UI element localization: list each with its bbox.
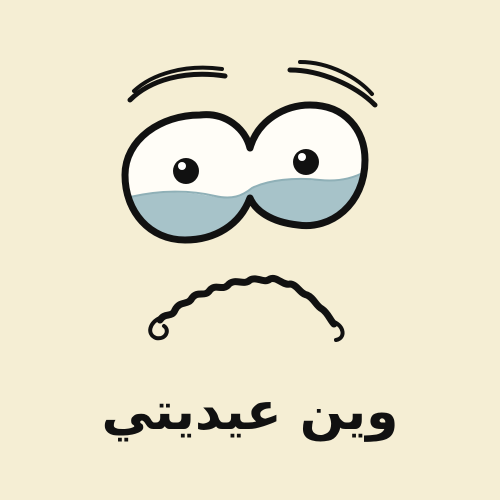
frown-mouth bbox=[150, 278, 342, 340]
right-pupil bbox=[293, 149, 319, 175]
caption-text: وين عيديتي bbox=[101, 382, 399, 442]
eyes bbox=[120, 105, 370, 250]
left-eyebrow bbox=[130, 68, 225, 100]
left-pupil bbox=[173, 158, 199, 184]
frown-right-curl bbox=[334, 322, 343, 340]
right-eyebrow bbox=[290, 62, 375, 105]
